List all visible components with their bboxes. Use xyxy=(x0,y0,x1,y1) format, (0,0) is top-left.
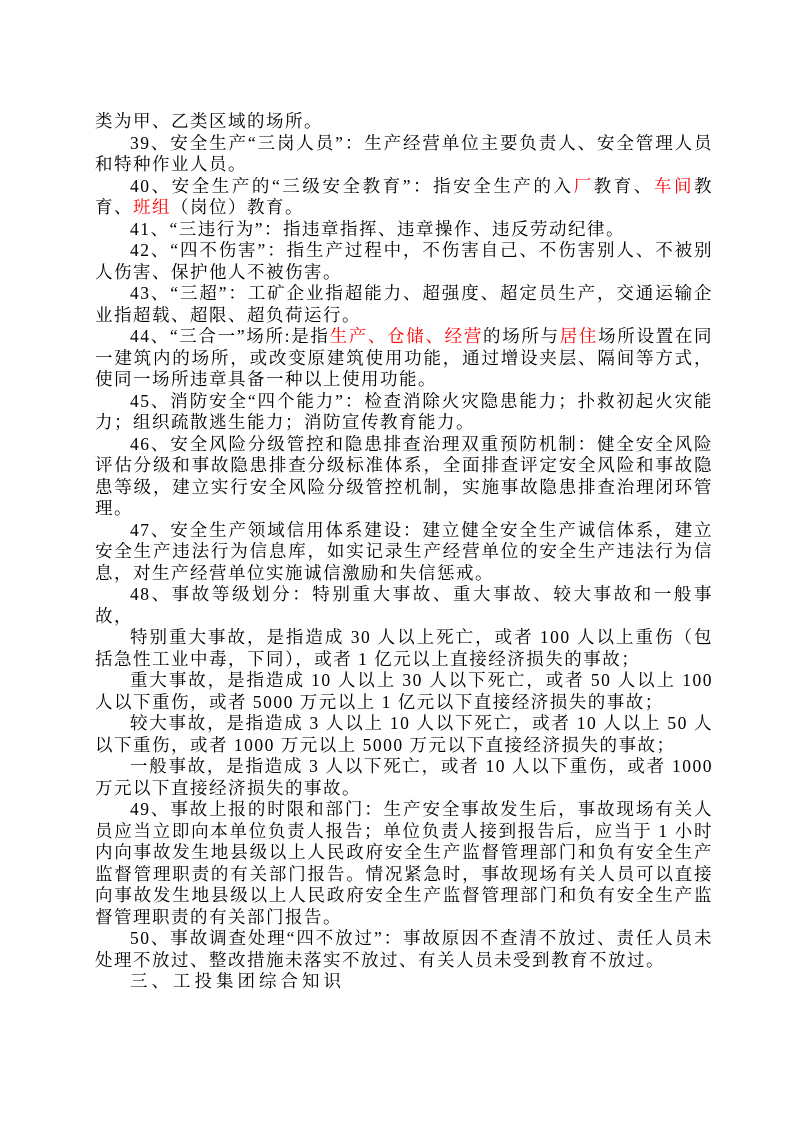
highlighted-text: 生产、仓储、经营 xyxy=(329,326,484,346)
item-40 xyxy=(95,176,713,219)
text-segment: 49、事故上报的时限和部门：生产安全事故发生后，事故现场有关人员应当立即向本单位负责人报告；单位负责人接到报告后，应当于 1 小时内向事故发生地县级以上人民政府安全生产监督管理部门和负有安全生产监督管理职责的有关部门报告。情况紧急时，事故现场有关人员可以直接向事故发生地县级以上人民政府安全生产监督管理部门和负有安全生产监督管理职责的有关部门报告。 xyxy=(95,799,713,927)
text-segment: 的场所与 xyxy=(483,326,560,346)
item-48-serious xyxy=(95,713,713,756)
text-segment: 42、“四不伤害”：指生产过程中，不伤害自己、不伤害别人、不被别人伤害、保护他人不被伤害。 xyxy=(95,240,713,282)
item-48 xyxy=(95,584,713,627)
text-segment: 39、安全生产“三岗人员”：生产经营单位主要负责人、安全管理人员和特种作业人员。 xyxy=(95,132,713,174)
text-segment: 48、事故等级划分：特别重大事故、重大事故、较大事故和一般事故， xyxy=(95,584,713,626)
item-42 xyxy=(95,240,713,283)
text-segment: 类为甲、乙类区域的场所。 xyxy=(95,111,323,131)
item-47 xyxy=(95,520,713,585)
text-segment: 46、安全风险分级管控和隐患排查治理双重预防机制：健全安全风险评估分级和事故隐患排查分级标准体系，全面排查评定安全风险和事故隐患等级，建立实行安全风险分级管控机制，实施事故隐患排查治理闭环管理。 xyxy=(95,433,713,518)
item-39 xyxy=(95,133,713,176)
highlighted-text: 厂 xyxy=(573,175,594,196)
item-48-major xyxy=(95,670,713,713)
text-segment: 44、“三合一”场所:是指 xyxy=(130,326,330,346)
item-49 xyxy=(95,799,713,928)
item-48-extraordinary xyxy=(95,627,713,670)
text-segment: 41、“三违行为”：指违章指挥、违章操作、违反劳动纪律。 xyxy=(130,218,626,239)
item-45 xyxy=(95,391,713,434)
item-48-ordinary xyxy=(95,756,713,799)
item-41 xyxy=(95,219,713,241)
highlighted-text: 班组 xyxy=(133,197,171,217)
text-segment: 47、安全生产领域信用体系建设：建立健全安全生产诚信体系，建立安全生产违法行为信息库，如实记录生产经营单位的安全生产违法行为信息，对生产经营单位实施诚信激励和失信惩戒。 xyxy=(95,519,713,583)
text-segment: 三、工投集团综合知识 xyxy=(130,971,345,991)
item-44 xyxy=(95,326,713,391)
text-segment: 特别重大事故，是指造成 30 人以上死亡，或者 100 人以上重伤（包括急性工业中毒，下同），或者 1 亿元以上直接经济损失的事故； xyxy=(95,627,713,669)
text-segment: 重大事故，是指造成 10 人以上 30 人以下死亡，或者 50 人以上 100 人以下重伤，或者 5000 万元以上 1 亿元以下直接经济损失的事故； xyxy=(95,670,713,712)
section-heading-3 xyxy=(95,971,713,993)
text-segment: 教育、 xyxy=(593,175,654,196)
item-50 xyxy=(95,928,713,971)
text-segment: 教育、 xyxy=(95,175,714,217)
highlighted-text: 车间 xyxy=(653,175,695,196)
text-segment: 一般事故，是指造成 3 人以下死亡，或者 10 人以下重伤，或者 1000 万元以下直接经济损失的事故。 xyxy=(95,756,713,798)
document-body xyxy=(95,111,713,993)
text-segment: 场所设置在同一建筑内的场所，或改变原建筑使用功能，通过增设夹层、隔间等方式，使同一场所违章具备一种以上使用功能。 xyxy=(95,326,714,389)
text-segment: 50、事故调查处理“四不放过”：事故原因不查清不放过、责任人员未处理不放过、整改措施未落实不放过、有关人员未受到教育不放过。 xyxy=(95,928,713,970)
text-segment: 45、消防安全“四个能力”：检查消除火灾隐患能力；扑救初起火灾能力；组织疏散逃生能力；消防宣传教育能力。 xyxy=(95,390,713,432)
item-46 xyxy=(95,434,713,520)
text-segment: 较大事故，是指造成 3 人以上 10 人以下死亡，或者 10 人以上 50 人以下重伤，或者 1000 万元以上 5000 万元以下直接经济损失的事故； xyxy=(95,713,713,755)
continuation-paragraph xyxy=(95,111,713,133)
highlighted-text: 居住 xyxy=(559,326,599,346)
text-segment: 40、安全生产的“三级安全教育”：指安全生产的入 xyxy=(130,175,574,196)
text-segment: （岗位）教育。 xyxy=(171,197,304,217)
item-43 xyxy=(95,283,713,326)
text-segment: 43、“三超”：工矿企业指超能力、超强度、超定员生产，交通运输企业指超载、超限、超负荷运行。 xyxy=(95,283,713,325)
